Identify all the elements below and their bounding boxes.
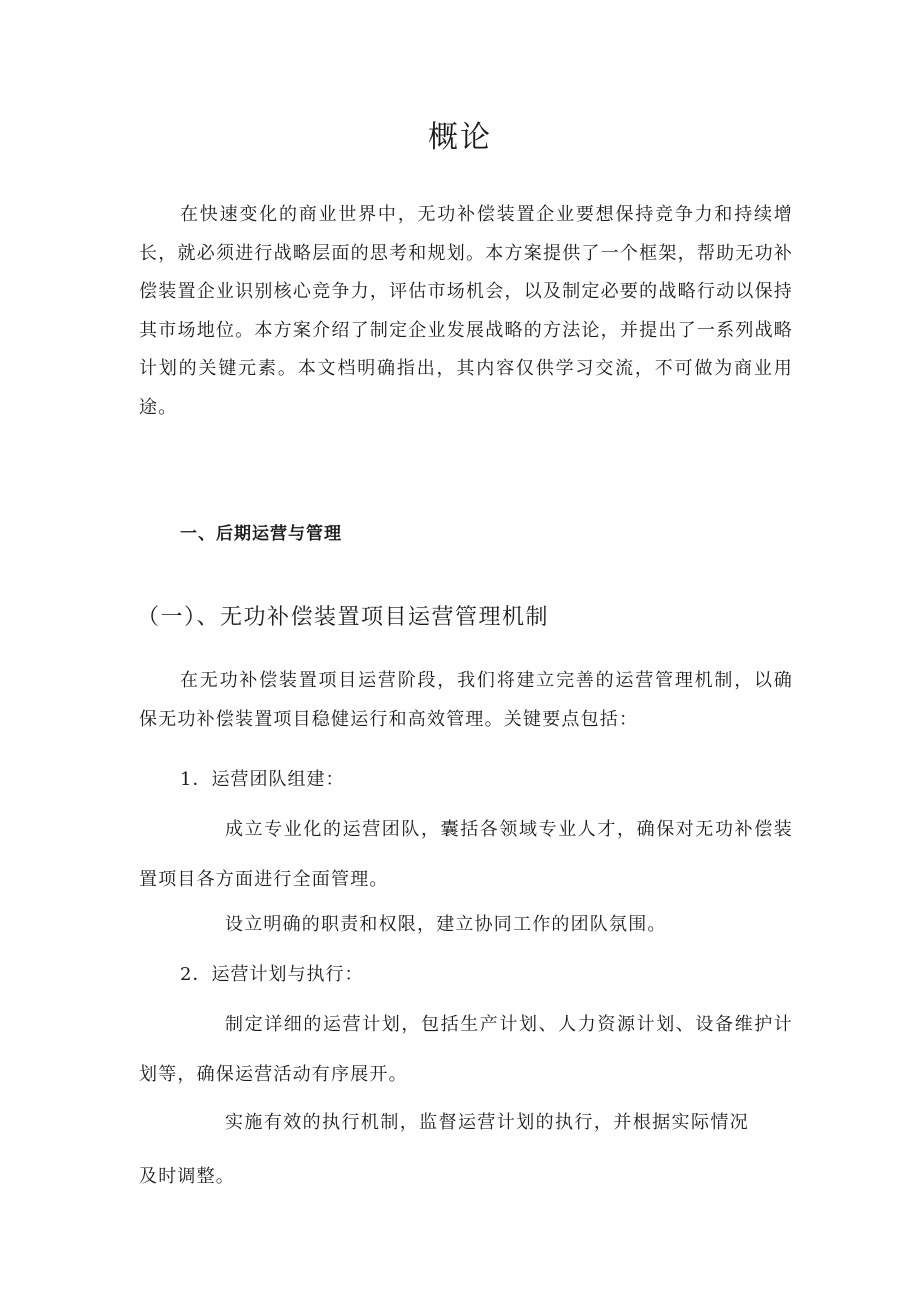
list-item-paragraph: 成立专业化的运营团队，囊括各领域专业人才，确保对无功补偿装置项目各方面进行全面管理。 [139, 819, 793, 890]
list-item-paragraph: 实施有效的执行机制，监督运营计划的执行，并根据实际情况及时调整。 [139, 1112, 749, 1187]
subsection-heading: （一）、无功补偿装置项目运营管理机制 [137, 605, 550, 630]
list-item-label: 2．运营计划与执行： [180, 964, 364, 985]
section-heading: 一、后期运营与管理 [180, 524, 342, 544]
page-title: 概论 [428, 120, 492, 155]
list-item-paragraph: 制定详细的运营计划，包括生产计划、人力资源计划、设备维护计划等，确保运营活动有序展开。 [139, 1014, 793, 1085]
subsection-intro-paragraph: 在无功补偿装置项目运营阶段，我们将建立完善的运营管理机制，以确保无功补偿装置项目稳健运行和高效管理。关键要点包括： [139, 670, 793, 730]
intro-paragraph: 在快速变化的商业世界中，无功补偿装置企业要想保持竞争力和持续增长，就必须进行战略层面的思考和规划。本方案提供了一个框架，帮助无功补偿装置企业识别核心竞争力，评估市场机会，以及制定必要的战略行动以保持其市场地位。本方案介绍了制定企业发展战略的方法论，并提出了一系列战略计划的关键元素。本文档明确指出，其内容仅供学习交流，不可做为商业用途。 [139, 204, 793, 418]
list-item-paragraph: 设立明确的职责和权限，建立协同工作的团队氛围。 [225, 914, 667, 935]
list-item-label: 1．运营团队组建： [180, 769, 345, 790]
